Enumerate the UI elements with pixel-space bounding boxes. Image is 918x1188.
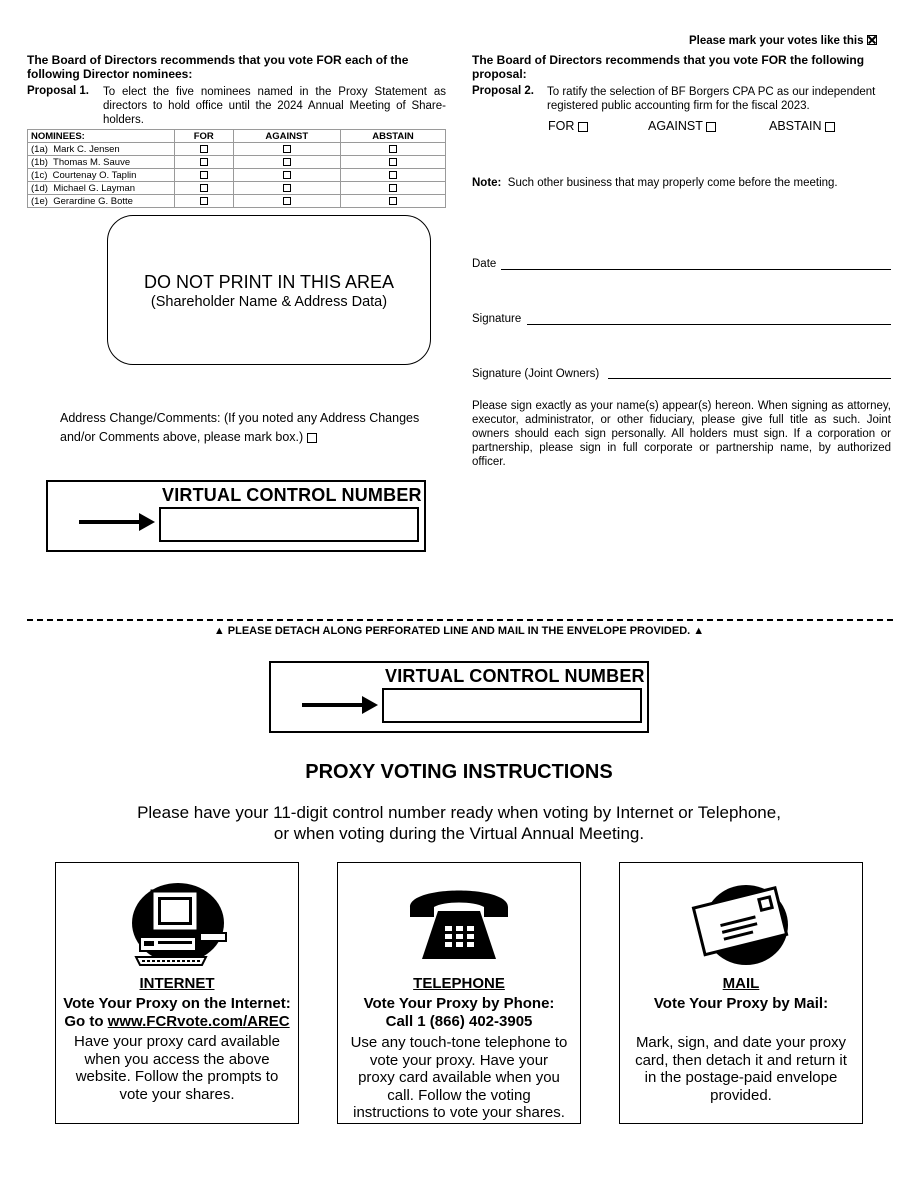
- signing-instructions: Please sign exactly as your name(s) appear(s) hereon. When signing as attorney, executor, administrator, or other fiduciary, please give full title as such. Joint owners should each sign personally. All holders must sign. If a corporation or partnership, please sign in full corporate or partnership name, by authorized officer.: [472, 400, 891, 468]
- date-label: Date: [472, 258, 497, 270]
- proposal-2-text: To ratify the selection of BF Borgers CPA PC as our independent registered public accounting firm for the fiscal 2023.: [547, 86, 876, 112]
- virtual-control-number-label: VIRTUAL CONTROL NUMBER: [162, 485, 422, 505]
- nominee-table: [27, 129, 446, 208]
- address-change-checkbox[interactable]: [307, 433, 317, 443]
- nominee-cell: (1c) Courtenay O. Taplin: [28, 169, 175, 182]
- envelope-icon: [686, 873, 796, 969]
- internet-url-link[interactable]: www.FCRvote.com/AREC: [107, 1013, 290, 1030]
- table-row: [28, 143, 446, 156]
- address-change-text: Address Change/Comments: (If you noted any Address Changes and/or Comments above, please mark box.): [60, 411, 420, 444]
- address-change-note: [60, 409, 420, 447]
- nominee-cell: (1a) Mark C. Jensen: [28, 143, 175, 156]
- vote-abstain-checkbox[interactable]: [389, 145, 397, 153]
- mark-votes-text: Please mark your votes like this: [689, 35, 864, 47]
- instructions-line-1: Please have your 11-digit control number ready when voting by Internet or Telephone,: [137, 803, 781, 822]
- instructions-intro: [0, 802, 918, 844]
- internet-heading: INTERNET: [139, 975, 215, 992]
- signature-joint-label: Signature (Joint Owners): [472, 368, 600, 380]
- vote-against-checkbox[interactable]: [283, 171, 291, 179]
- mail-lead: Vote Your Proxy by Mail:: [653, 995, 829, 1012]
- signature-label: Signature: [472, 313, 522, 325]
- computer-icon: [122, 873, 232, 969]
- do-not-print-subtitle: (Shareholder Name & Address Data): [150, 294, 388, 310]
- proxy-voting-instructions-title: PROXY VOTING INSTRUCTIONS: [305, 761, 613, 783]
- vote-abstain-checkbox[interactable]: [389, 197, 397, 205]
- internet-panel: [55, 862, 299, 1124]
- vote-abstain-checkbox[interactable]: [389, 158, 397, 166]
- telephone-number: Call 1 (866) 402-3905: [385, 1013, 533, 1030]
- telephone-heading: TELEPHONE: [413, 975, 505, 992]
- arrow-right-icon: [79, 520, 141, 524]
- vote-against-checkbox[interactable]: [283, 145, 291, 153]
- vote-for-checkbox[interactable]: [200, 197, 208, 205]
- table-row: [28, 169, 446, 182]
- vote-abstain-checkbox[interactable]: [389, 184, 397, 192]
- signature-joint-line[interactable]: [608, 378, 891, 379]
- up-triangle-icon: ▲: [213, 625, 225, 637]
- telephone-body: Use any touch-tone telephone to vote your proxy. Have your proxy card available when you call. Follow the voting instructions to vote your shares.: [350, 1034, 568, 1121]
- vote-for-checkbox[interactable]: [200, 171, 208, 179]
- telephone-panel: [337, 862, 581, 1124]
- up-triangle-icon: ▲: [693, 625, 705, 637]
- virtual-control-number-label: VIRTUAL CONTROL NUMBER: [385, 666, 645, 686]
- proposal-2-against: AGAINST: [648, 119, 716, 133]
- table-row: [28, 182, 446, 195]
- mail-heading: MAIL: [722, 975, 760, 992]
- vote-for-checkbox[interactable]: [200, 145, 208, 153]
- table-row: [28, 156, 446, 169]
- mail-body: Mark, sign, and date your proxy card, then detach it and return it in the postage-paid envelope provided.: [635, 1034, 847, 1104]
- do-not-print-area: [107, 215, 431, 365]
- note: Note: Such other business that may properly come before the meeting.: [472, 177, 838, 189]
- mail-panel: [619, 862, 863, 1124]
- internet-lead: Vote Your Proxy on the Internet:: [63, 995, 291, 1012]
- proposal-1-text: To elect the five nominees named in the Proxy Statement as directors to hold office until the 2024 Annual Meeting of Share-holders.: [103, 86, 446, 126]
- against-header: AGAINST: [233, 130, 341, 143]
- vote-for-checkbox[interactable]: [200, 158, 208, 166]
- arrow-right-icon: [302, 703, 364, 707]
- signature-line[interactable]: [527, 324, 891, 325]
- detach-note: [0, 625, 918, 637]
- perforated-line: [27, 619, 893, 621]
- proposal-2-abstain-checkbox[interactable]: [825, 122, 835, 132]
- vote-for-checkbox[interactable]: [200, 184, 208, 192]
- proposal-2-abstain: ABSTAIN: [769, 119, 835, 133]
- vote-against-checkbox[interactable]: [283, 158, 291, 166]
- telephone-icon: [404, 873, 514, 969]
- left-recommendation: The Board of Directors recommends that you vote FOR each of the following Director nominees:: [27, 53, 409, 81]
- virtual-control-number-field[interactable]: [159, 507, 419, 542]
- virtual-control-number-field[interactable]: [382, 688, 642, 723]
- table-row: [28, 195, 446, 208]
- right-recommendation: The Board of Directors recommends that you vote FOR the following proposal:: [472, 53, 865, 81]
- detach-text: PLEASE DETACH ALONG PERFORATED LINE AND MAIL IN THE ENVELOPE PROVIDED.: [227, 625, 691, 637]
- vote-against-checkbox[interactable]: [283, 184, 291, 192]
- proposal-2-label: Proposal 2.: [472, 85, 534, 97]
- vote-abstain-checkbox[interactable]: [389, 171, 397, 179]
- date-line[interactable]: [501, 269, 891, 270]
- mark-votes-note: [689, 35, 877, 47]
- proposal-2-for-checkbox[interactable]: [578, 122, 588, 132]
- nominee-cell: (1e) Gerardine G. Botte: [28, 195, 175, 208]
- x-mark-example-icon: [867, 35, 877, 45]
- nominee-cell: (1d) Michael G. Layman: [28, 182, 175, 195]
- telephone-lead: Vote Your Proxy by Phone:: [363, 995, 555, 1012]
- instructions-line-2: or when voting during the Virtual Annual Meeting.: [273, 824, 645, 843]
- do-not-print-title: DO NOT PRINT IN THIS AREA: [143, 272, 395, 292]
- abstain-header: ABSTAIN: [341, 130, 446, 143]
- proposal-1-label: Proposal 1.: [27, 85, 89, 97]
- nominees-header: NOMINEES:: [28, 130, 175, 143]
- nominee-cell: (1b) Thomas M. Sauve: [28, 156, 175, 169]
- vote-against-checkbox[interactable]: [283, 197, 291, 205]
- for-header: FOR: [175, 130, 234, 143]
- proposal-2-against-checkbox[interactable]: [706, 122, 716, 132]
- internet-body: Have your proxy card available when you access the above website. Follow the prompts to vote your shares.: [74, 1033, 280, 1103]
- internet-url-line: Go to www.FCRvote.com/AREC: [64, 1013, 290, 1030]
- proposal-2-for: FOR: [548, 119, 588, 133]
